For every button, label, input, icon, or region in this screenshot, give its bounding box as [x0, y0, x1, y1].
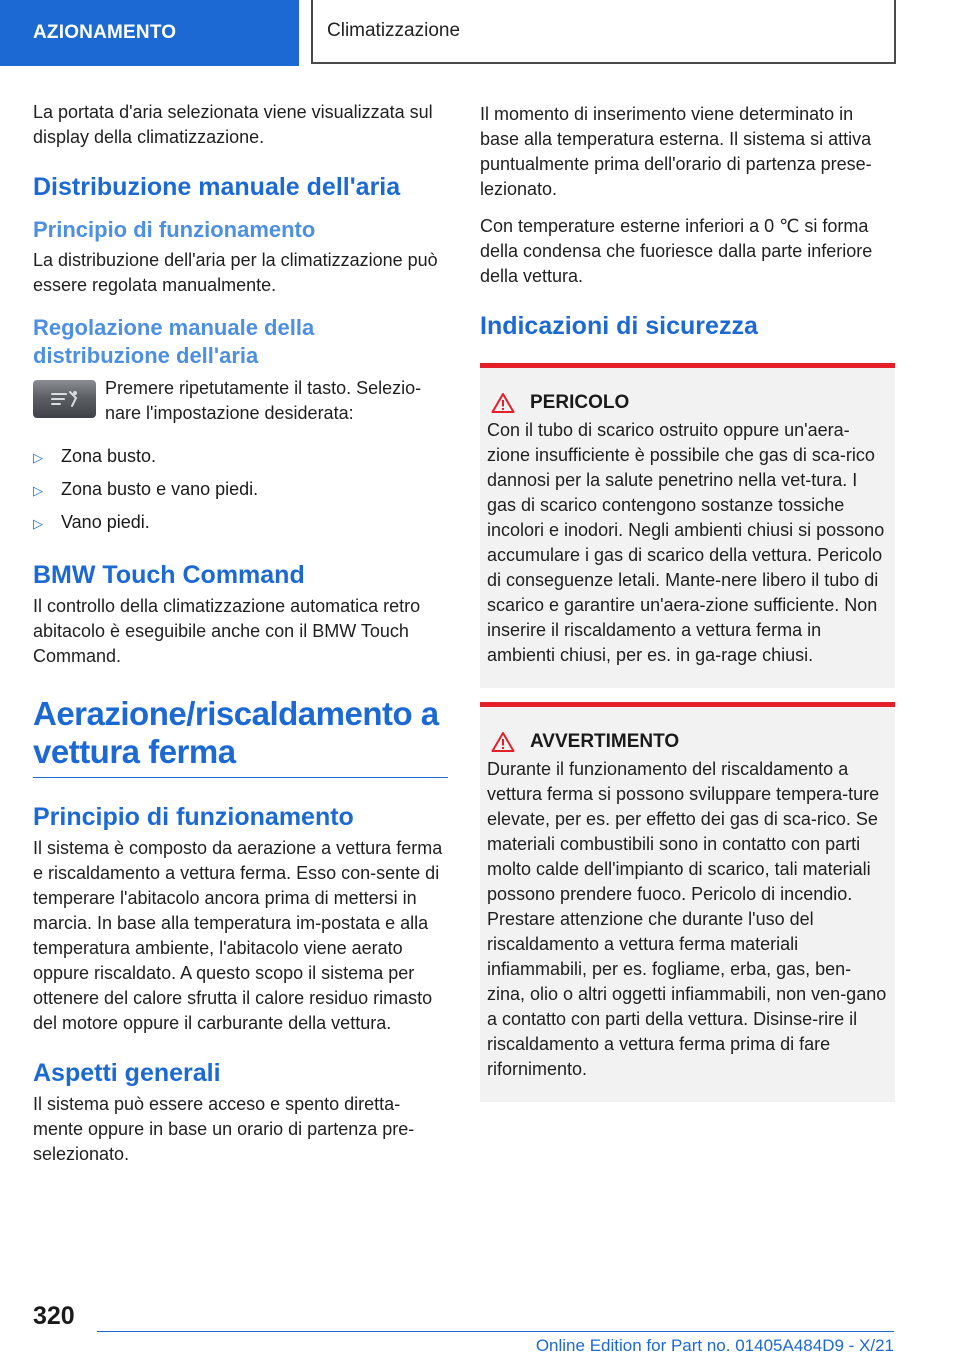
heading-distribuzione: Distribuzione manuale dell'aria [33, 173, 401, 201]
page-header [0, 0, 960, 66]
heading-regolazione: Regolazione manuale della distribuzione dell'aria [33, 315, 315, 368]
touch-command-paragraph: Il controllo della climatizzazione automatica retro abitacolo è eseguibile anche con il BMW Touch Command. [33, 596, 421, 666]
list-item [33, 444, 448, 470]
footer-divider [97, 1331, 894, 1332]
warning-box [480, 702, 895, 1102]
danger-title-text: PERICOLO [530, 392, 630, 413]
intro-paragraph: La portata d'aria selezionata viene visualizzata sul display della climatizzazione. [33, 102, 433, 147]
page-number: 320 [33, 1302, 75, 1330]
heading-sicurezza: Indicazioni di sicurezza [480, 312, 758, 340]
air-distribution-button-icon [33, 380, 96, 418]
triangle-bullet-icon: ▷ [33, 483, 43, 498]
warning-triangle-icon [491, 392, 515, 414]
edition-link[interactable]: Online Edition for Part no. 01405A484D9 - X/21 [535, 1336, 894, 1355]
danger-text: Con il tubo di scarico ostruito oppure un'aera-zione insufficiente è possibile che gas di sca-rico dannosi per la salute penetrino nella vet-tura. I gas di scarico contengono sostanze tossiche incolori e inodori. Negli ambienti chiusi si possono accumulare i gas di scarico della vettura. Pericolo di conseguenze letali. Mante-nere libero il tubo di scarico e garantire un'aera-zione sufficiente. Non inserire il riscaldamento a vettura ferma in ambienti chiusi, per es. in ga-rage chiusi. [487, 420, 885, 665]
right-column [480, 102, 895, 1116]
list-item-text: Zona busto. [61, 446, 157, 466]
heading-aerazione: Aerazione/riscaldamento a vettura ferma [33, 695, 448, 778]
triangle-bullet-icon: ▷ [33, 450, 43, 465]
heading-principio-1: Principio di funzionamento [33, 217, 316, 242]
chapter-tab[interactable]: Climatizzazione [311, 0, 896, 64]
left-column [33, 100, 448, 1179]
section-tab[interactable]: AZIONAMENTO [0, 0, 299, 66]
momento-paragraph: Il momento di inserimento viene determinato in base alla temperatura esterna. Il sistema si attiva puntualmente prima dell'orario di partenza prese-lezionato. [480, 104, 872, 199]
principio-2-paragraph: Il sistema è composto da aerazione a vettura ferma e riscaldamento a vettura ferma. Esso con-sente di temperare l'abitacolo ancora prima di mettersi in marcia. In base alla temperatura im-postata e alla temperatura ambiente, l'abitacolo viene aerato oppure riscaldato. A questo scopo il sistema per ottenere del calore sfrutta il calore residuo rimasto del motore oppure il carburante della vettura. [33, 838, 443, 1033]
warning-triangle-icon [491, 731, 515, 753]
danger-title [487, 392, 888, 414]
heading-principio-2: Principio di funzionamento [33, 803, 354, 831]
distribution-options-list [33, 444, 448, 536]
warning-text: Durante il funzionamento del riscaldamento a vettura ferma si possono sviluppare tempera-ture elevate, per es. per effetto dei gas di sca-rico. Se materiali combustibili sono in contatto con parti molto calde dell'impianto di scarico, tali materiali possono prendere fuoco. Pericolo di incendio. Prestare attenzione che durante l'uso del riscaldamento a vettura ferma materiali infiammabili, per es. fogliame, erba, gas, ben-zina, olio o altri oggetti infiammabili, non ven-gano a contatto con parti della vettura. Disinse-rire il riscaldamento a vettura ferma prima di fare rifornimento. [487, 759, 887, 1079]
principio-1-paragraph: La distribuzione dell'aria per la climatizzazione può essere regolata manualmente. [33, 250, 438, 295]
danger-box [480, 363, 895, 688]
heading-touch-command: BMW Touch Command [33, 561, 305, 589]
triangle-bullet-icon: ▷ [33, 516, 43, 531]
condensa-paragraph: Con temperature esterne inferiori a 0 ℃ si forma della condensa che fuoriesce dalla parte inferiore della vettura. [480, 216, 873, 286]
warning-title [487, 731, 888, 753]
list-item [33, 477, 448, 503]
list-item-text: Vano piedi. [61, 512, 150, 532]
aspetti-paragraph: Il sistema può essere acceso e spento diretta-mente oppure in base un orario di partenza pre-selezionato. [33, 1094, 415, 1164]
button-instruction [33, 376, 448, 426]
button-instruction-text: Premere ripetutamente il tasto. Selezio-nare l'impostazione desiderata: [105, 378, 422, 423]
list-item-text: Zona busto e vano piedi. [61, 479, 259, 499]
list-item [33, 510, 448, 536]
warning-title-text: AVVERTIMENTO [530, 731, 680, 752]
heading-aspetti: Aspetti generali [33, 1059, 221, 1087]
